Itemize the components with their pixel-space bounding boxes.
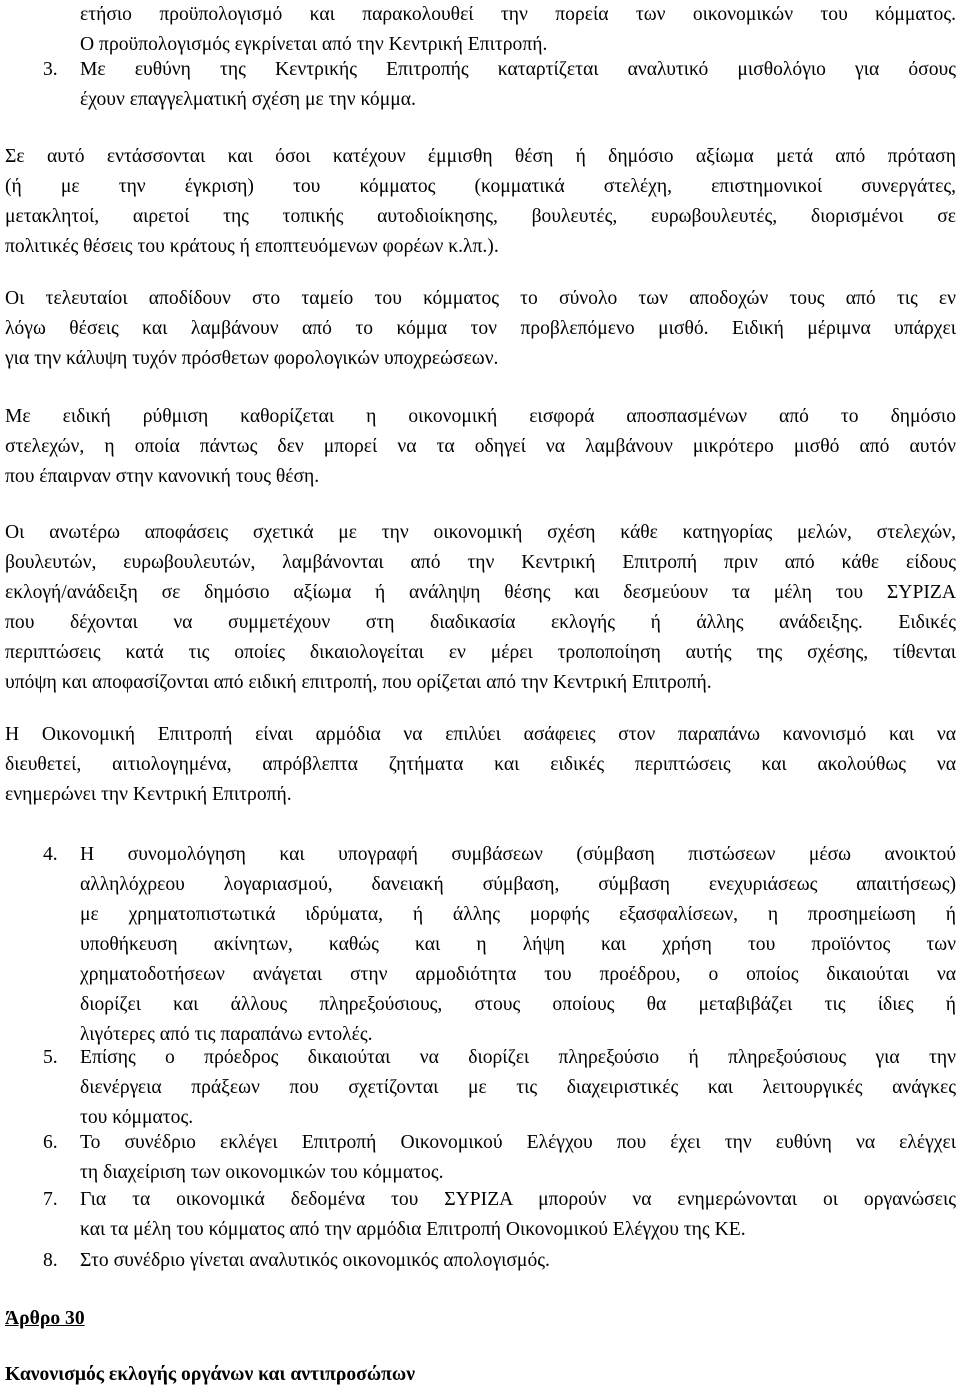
text-line: πολιτικές θέσεις του κράτους ή εποπτευόμενων φορέων κ.λπ.). — [5, 236, 499, 257]
text-line: για την κάλυψη τυχόν πρόσθετων φορολογικών υποχρεώσεων. — [5, 348, 499, 369]
text-line: διορίζει και άλλους πληρεξούσιους, στους οποίους θα μεταβιβάζει τις ίδιες ή — [80, 994, 956, 1015]
text-line: Με ευθύνη της Κεντρικής Επιτροπής καταρτίζεται αναλυτικό μισθολόγιο για όσους — [80, 59, 956, 80]
text-line: εκλογή/ανάδειξη σε δημόσιο αξίωμα ή ανάληψη θέσης και δεσμεύουν τα μέλη του ΣΥΡΙΖΑ — [5, 582, 956, 603]
text-line: Οι τελευταίοι αποδίδουν στο ταμείο του κόμματος το σύνολο των αποδοχών τους από τις εν — [5, 288, 956, 309]
text-line: ετήσιο προϋπολογισμό και παρακολουθεί την πορεία των οικονομικών του κόμματος. — [80, 4, 956, 25]
text-line: και τα μέλη του κόμματος από την αρμόδια Επιτροπή Οικονομικού Ελέγχου της ΚΕ. — [80, 1219, 746, 1240]
paragraph — [0, 284, 960, 374]
text-line: υπόψη και αποφασίζονται από ειδική επιτροπή, που ορίζεται από την Κεντρική Επιτροπή. — [5, 672, 712, 693]
text-line: λόγω θέσεις και λαμβάνουν από το κόμμα τον προβλεπόμενο μισθό. Ειδική μέριμνα υπάρχει — [5, 318, 956, 339]
list-item-number: 8. — [43, 1250, 58, 1271]
text-line: που δέχονται να συμμετέχουν στη διαδικασία εκλογής ή άλλης ανάδειξης. Ειδικές — [5, 612, 956, 633]
text-line: υποθήκευση ακίνητων, καθώς και η λήψη και χρήση του προϊόντος των — [80, 934, 956, 955]
text-line: διευθετεί, αιτιολογημένα, απρόβλεπτα ζητήματα και ειδικές περιπτώσεις και ακολούθως να — [5, 754, 956, 775]
list-item-number: 6. — [43, 1132, 58, 1153]
text-line: λιγότερες από τις παραπάνω εντολές. — [80, 1024, 373, 1045]
text-line: βουλευτών, ευρωβουλευτών, λαμβάνονται από την Κεντρική Επιτροπή πριν από κάθε είδους — [5, 552, 956, 573]
text-line: Επίσης ο πρόεδρος δικαιούται να διορίζει πληρεξούσιο ή πληρεξούσιους για την — [80, 1047, 956, 1068]
text-line: Το συνέδριο εκλέγει Επιτροπή Οικονομικού Ελέγχου που έχει την ευθύνη να ελέγχει — [80, 1132, 956, 1153]
text-line: Οι ανωτέρω αποφάσεις σχετικά με την οικονομική σχέση κάθε κατηγορίας μελών, στελεχών, — [5, 522, 956, 543]
text-line: με χρηματοπιστωτικά ιδρύματα, ή άλλης μορφής εξασφαλίσεων, η προσημείωση ή — [80, 904, 956, 925]
list-item-number: 3. — [43, 59, 58, 80]
text-line: Ο προϋπολογισμός εγκρίνεται από την Κεντρική Επιτροπή. — [80, 34, 548, 55]
text-line: Η συνομολόγηση και υπογραφή συμβάσεων (σύμβαση πιστώσεων μέσω ανοικτού — [80, 844, 956, 865]
text-line: Για τα οικονομικά δεδομένα του ΣΥΡΙΖΑ μπορούν να ενημερώνονται οι οργανώσεις — [80, 1189, 956, 1210]
text-line: έχουν επαγγελματική σχέση με την κόμμα. — [80, 89, 416, 110]
text-line: (ή με την έγκριση) του κόμματος (κομματικά στελέχη, επιστημονικοί συνεργάτες, — [5, 176, 956, 197]
paragraph — [0, 402, 960, 492]
text-line: διενέργεια πράξεων που σχετίζονται με τις διαχειριστικές και λειτουργικές ανάγκες — [80, 1077, 956, 1098]
text-line: αλληλόχρεου λογαριασμού, δανειακή σύμβαση, σύμβαση ενεχυριάσεως απαιτήσεως) — [80, 874, 956, 895]
text-line: που έπαιρναν στην κανονική τους θέση. — [5, 466, 320, 487]
text-line: χρηματοδοτήσεων ανάγεται στην αρμοδιότητα του προέδρου, ο οποίος δικαιούται να — [80, 964, 956, 985]
text-line: περιπτώσεις κατά τις οποίες δικαιολογείται εν μέρει τροποποίηση αυτής της σχέσης, τίθενται — [5, 642, 956, 663]
article-title: Άρθρο 30 — [5, 1308, 85, 1329]
text-line: του κόμματος. — [80, 1107, 194, 1128]
text-line: Η Οικονομική Επιτροπή είναι αρμόδια να επιλύει ασάφειες στον παραπάνω κανονισμό και να — [5, 724, 956, 745]
text-line: στελεχών, η οποία πάντως δεν μπορεί να τα οδηγεί να λαμβάνουν μικρότερο μισθό από αυτόν — [5, 436, 956, 457]
paragraph — [0, 518, 960, 698]
paragraph — [0, 720, 960, 810]
text-line: μετακλητοί, αιρετοί της τοπικής αυτοδιοίκησης, βουλευτές, ευρωβουλευτές, διορισμένοι σε — [5, 206, 956, 227]
text-line: Σε αυτό εντάσσονται και όσοι κατέχουν έμμισθη θέση ή δημόσιο αξίωμα μετά από πρόταση — [5, 146, 956, 167]
list-item-number: 4. — [43, 844, 58, 865]
paragraph — [0, 142, 960, 262]
text-line: Στο συνέδριο γίνεται αναλυτικός οικονομικός απολογισμός. — [80, 1250, 550, 1271]
text-line: τη διαχείριση των οικονομικών του κόμματος. — [80, 1162, 444, 1183]
list-item-number: 5. — [43, 1047, 58, 1068]
text-line: ενημερώνει την Κεντρική Επιτροπή. — [5, 784, 292, 805]
list-item-number: 7. — [43, 1189, 58, 1210]
text-line: Με ειδική ρύθμιση καθορίζεται η οικονομική εισφορά αποσπασμένων από το δημόσιο — [5, 406, 956, 427]
article-subtitle: Κανονισμός εκλογής οργάνων και αντιπροσώπων — [5, 1364, 415, 1385]
